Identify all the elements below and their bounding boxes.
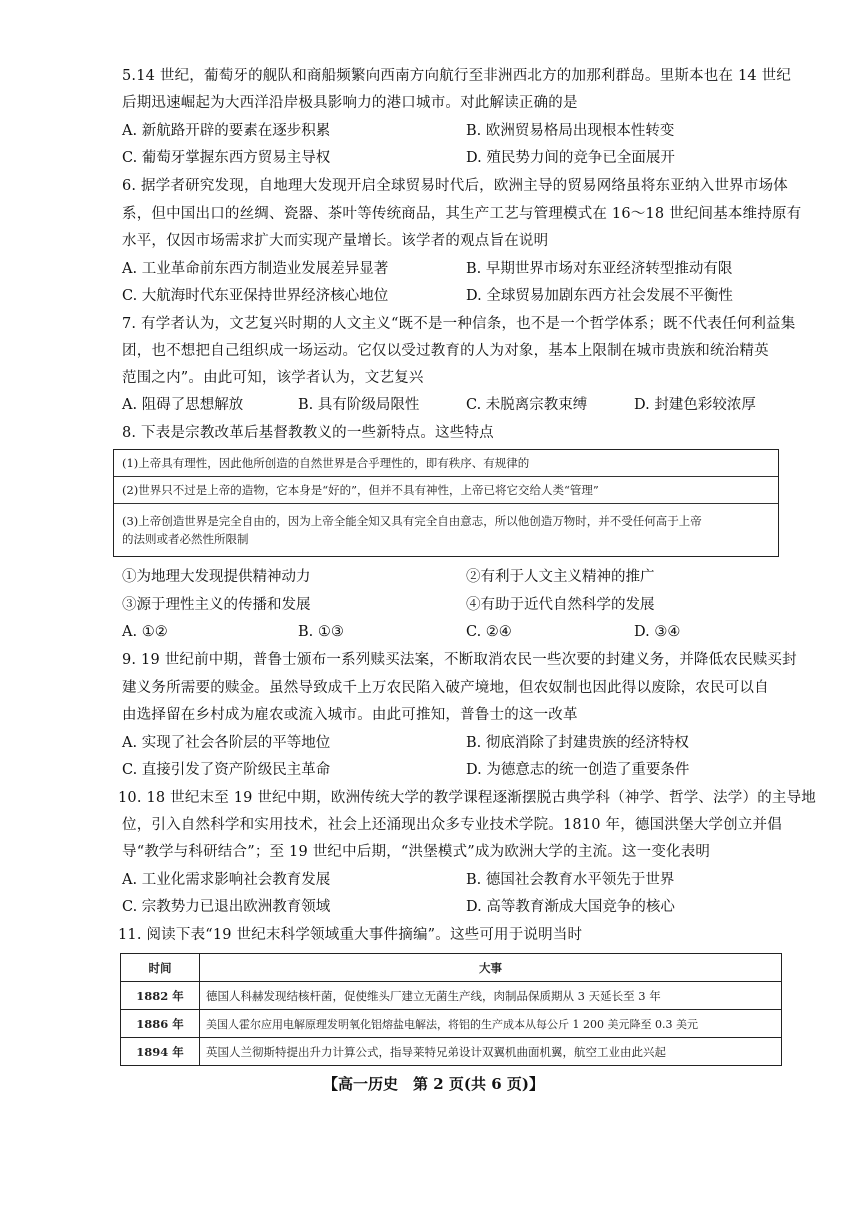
- question-9-option-a[interactable]: A. 实现了社会各阶层的平等地位: [122, 735, 331, 751]
- question-9-option-d[interactable]: D. 为德意志的统一创造了重要条件: [466, 762, 690, 778]
- question-10-option-b[interactable]: B. 德国社会教育水平领先于世界: [466, 872, 675, 888]
- question-6-line-1: 6. 据学者研究发现，自地理大发现开启全球贸易时代后，欧洲主导的贸易网络虽将东亚纳入世界市场体: [122, 178, 788, 194]
- question-5-line-2: 后期迅速崛起为大西洋沿岸极具影响力的港口城市。对此解读正确的是: [122, 95, 578, 111]
- question-7-line-3: 范围之内”。由此可知，该学者认为，文艺复兴: [122, 370, 424, 386]
- question-6-option-b[interactable]: B. 早期世界市场对东亚经济转型推动有限: [466, 261, 733, 277]
- table-row: [121, 1038, 782, 1066]
- question-6-option-a[interactable]: A. 工业革命前东西方制造业发展差异显著: [122, 261, 389, 277]
- question-5-option-a[interactable]: A. 新航路开辟的要素在逐步积累: [122, 123, 331, 139]
- question-8-statement-2: ②有利于人文主义精神的推广: [466, 569, 655, 585]
- question-8-line-1: 8. 下表是宗教改革后基督教教义的一些新特点。这些特点: [122, 425, 494, 441]
- table-header-event: 大事: [200, 954, 782, 982]
- question-10-line-2: 位，引入自然科学和实用技术，社会上还涌现出众多专业技术学院。1810 年，德国洪堡大学创立并倡: [122, 817, 782, 833]
- question-10-line-1: 10. 18 世纪末至 19 世纪中期，欧洲传统大学的教学课程逐渐摆脱古典学科（神学、哲学、法学）的主导地: [118, 790, 816, 806]
- question-11-line-1: 11. 阅读下表“19 世纪末科学领域重大事件摘编”。这些可用于说明当时: [118, 927, 583, 943]
- question-9-option-b[interactable]: B. 彻底消除了封建贵族的经济特权: [466, 735, 689, 751]
- question-10-option-d[interactable]: D. 高等教育渐成大国竞争的核心: [466, 899, 675, 915]
- question-8-statement-4: ④有助于近代自然科学的发展: [466, 597, 655, 613]
- question-5-option-d[interactable]: D. 殖民势力间的竞争已全面展开: [466, 150, 675, 166]
- table-row: [121, 1010, 782, 1038]
- question-8-option-d[interactable]: D. ③④: [634, 624, 681, 640]
- question-8-option-c[interactable]: C. ②④: [466, 624, 512, 640]
- question-7-line-1: 7. 有学者认为，文艺复兴时期的人文主义“既不是一种信条，也不是一个哲学体系；既不代表任何利益集: [122, 316, 796, 332]
- table-cell-year: 1886 年: [121, 1010, 200, 1038]
- question-8-statement-1: ①为地理大发现提供精神动力: [122, 569, 311, 585]
- question-8-table: [113, 449, 779, 557]
- question-9-line-1: 9. 19 世纪前中期，普鲁士颁布一系列赎买法案，不断取消农民一些次要的封建义务，并降低农民赎买封: [122, 652, 797, 668]
- question-7-line-2: 团，也不想把自己组织成一场运动。它仅以受过教育的人为对象，基本上限制在城市贵族和统治精英: [122, 343, 769, 359]
- question-8-table-row-2: (2)世界只不过是上帝的造物，它本身是“好的”，但并不具有神性，上帝已将它交给人类“管理”: [114, 477, 778, 504]
- question-6-option-d[interactable]: D. 全球贸易加剧东西方社会发展不平衡性: [466, 288, 733, 304]
- question-5-option-c[interactable]: C. 葡萄牙掌握东西方贸易主导权: [122, 150, 331, 166]
- question-11-table-header: [121, 954, 782, 982]
- question-5-line-1: 5.14 世纪，葡萄牙的舰队和商船频繁向西南方向航行至非洲西北方的加那利群岛。里斯本也在 14 世纪: [122, 68, 792, 84]
- table-cell-event: 德国人科赫发现结核杆菌，促使维头厂建立无菌生产线，肉制品保质期从 3 天延长至 3 年: [200, 982, 782, 1010]
- question-10-option-c[interactable]: C. 宗教势力已退出欧洲教育领域: [122, 899, 331, 915]
- question-8-option-b[interactable]: B. ①③: [298, 624, 344, 640]
- question-8-statement-3: ③源于理性主义的传播和发展: [122, 597, 311, 613]
- question-11-table: [120, 953, 782, 1066]
- question-10-option-a[interactable]: A. 工业化需求影响社会教育发展: [122, 872, 331, 888]
- question-7-option-d[interactable]: D. 封建色彩较浓厚: [634, 397, 756, 413]
- question-7-option-c[interactable]: C. 未脱离宗教束缚: [466, 397, 588, 413]
- table-cell-year: 1882 年: [121, 982, 200, 1010]
- table-cell-event: 美国人霍尔应用电解原理发明氧化铝熔盐电解法，将铝的生产成本从每公斤 1 200 美元降至 0.3 美元: [200, 1010, 782, 1038]
- question-10-line-3: 导“教学与科研结合”；至 19 世纪中后期，“洪堡模式”成为欧洲大学的主流。这一变化表明: [122, 844, 711, 860]
- table-row: [121, 982, 782, 1010]
- question-6-line-3: 水平，仅因市场需求扩大而实现产量增长。该学者的观点旨在说明: [122, 233, 549, 249]
- question-6-option-c[interactable]: C. 大航海时代东亚保持世界经济核心地位: [122, 288, 389, 304]
- question-8-option-a[interactable]: A. ①②: [122, 624, 168, 640]
- page-footer: 【高一历史 第 2 页(共 6 页)】: [323, 1075, 544, 1093]
- question-8-table-row-3-part-2: 的法则或者必然性所限制: [122, 532, 249, 546]
- question-6-line-2: 系，但中国出口的丝绸、瓷器、茶叶等传统商品，其生产工艺与管理模式在 16～18 世纪间基本维持原有: [122, 206, 802, 222]
- question-8-table-row-3-part-1: (3)上帝创造世界是完全自由的，因为上帝全能全知又具有完全自由意志，所以他创造万物时，并不受任何高于上帝: [122, 514, 702, 528]
- question-5-option-b[interactable]: B. 欧洲贸易格局出现根本性转变: [466, 123, 675, 139]
- question-9-line-3: 由选择留在乡村成为雇农或流入城市。由此可推知，普鲁士的这一改革: [122, 707, 578, 723]
- question-9-line-2: 建义务所需要的赎金。虽然导致成千上万农民陷入破产境地，但农奴制也因此得以废除，农民可以自: [122, 680, 769, 696]
- question-9-option-c[interactable]: C. 直接引发了资产阶级民主革命: [122, 762, 331, 778]
- table-cell-year: 1894 年: [121, 1038, 200, 1066]
- question-8-table-row-3: [114, 504, 778, 556]
- question-8-table-row-1: (1)上帝具有理性，因此他所创造的自然世界是合乎理性的，即有秩序、有规律的: [114, 450, 778, 477]
- question-7-option-b[interactable]: B. 具有阶级局限性: [298, 397, 420, 413]
- question-7-option-a[interactable]: A. 阻碍了思想解放: [122, 397, 244, 413]
- table-cell-event: 英国人兰彻斯特提出升力计算公式，指导莱特兄弟设计双翼机曲面机翼，航空工业由此兴起: [200, 1038, 782, 1066]
- table-header-time: 时间: [121, 954, 200, 982]
